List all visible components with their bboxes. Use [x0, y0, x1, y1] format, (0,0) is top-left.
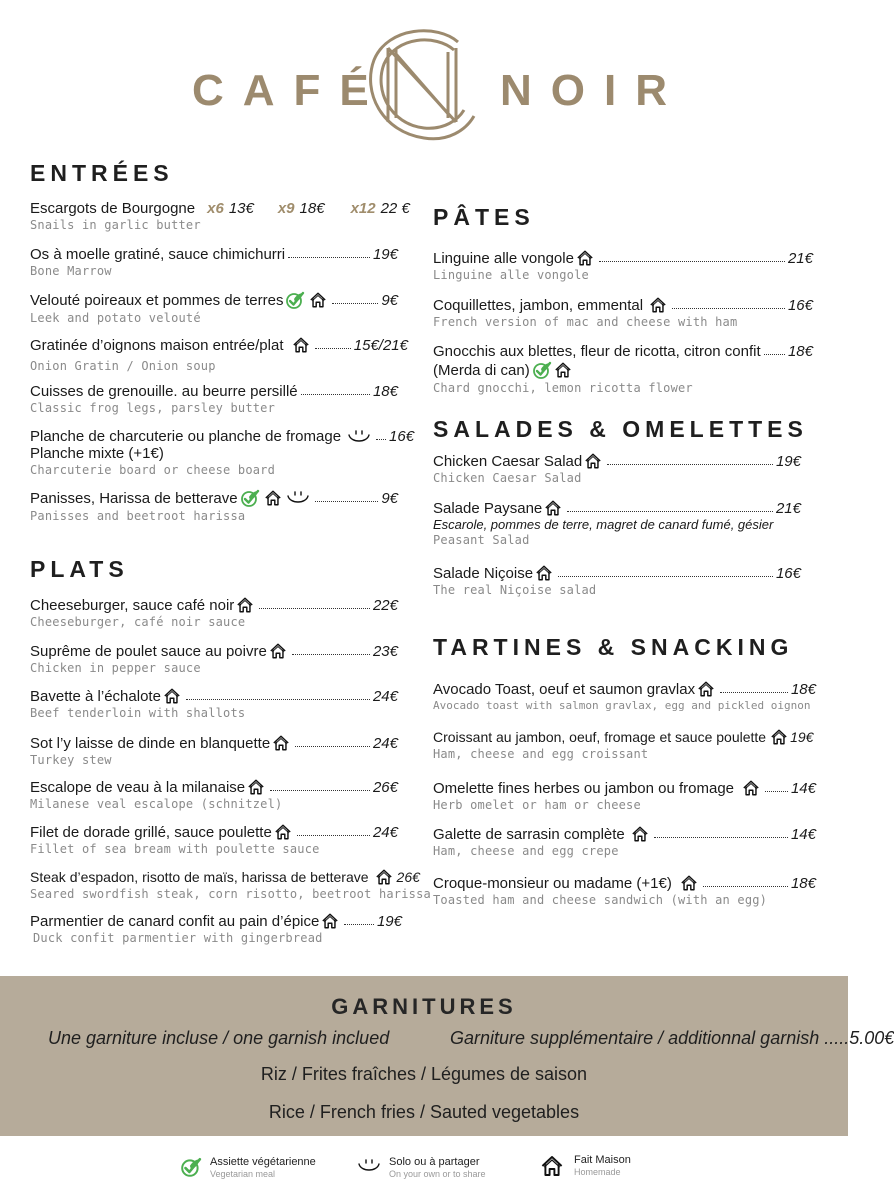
- smile-share-icon: [357, 1156, 381, 1176]
- price-9: 18€: [299, 200, 325, 217]
- item-english-name: Chard gnocchi, lemon ricotta flower: [433, 381, 693, 395]
- item-name: Filet de dorade grillé, sauce poulette: [30, 823, 272, 841]
- menu-item: [433, 499, 801, 547]
- brand-left-word: CAFÉ: [192, 66, 388, 115]
- dot-leader: [558, 566, 773, 577]
- dot-leader: [259, 598, 370, 609]
- legend-label: Fait Maison: [574, 1154, 631, 1166]
- homemade-house-icon: [584, 452, 602, 470]
- garnish-options-en: Rice / French fries / Sauted vegetables: [268, 1102, 580, 1122]
- item-price: 21€: [775, 499, 801, 517]
- homemade-house-icon: [375, 868, 393, 886]
- garnish-included-text: Une garniture incluse / one garnish inclued: [48, 1028, 390, 1048]
- item-english-name: The real Niçoise salad: [433, 583, 597, 597]
- item-english-name: Ham, cheese and egg croissant: [433, 747, 649, 761]
- dot-leader: [297, 825, 370, 836]
- menu-item: [433, 343, 813, 395]
- menu-item: [433, 452, 801, 485]
- item-price: 18€: [790, 874, 816, 892]
- cafe-noir-monogram-logo: [358, 20, 490, 150]
- menu-item: [30, 383, 398, 415]
- menu-item: [433, 874, 816, 907]
- menu-item: [433, 249, 813, 282]
- dot-leader: [288, 247, 370, 258]
- legend-label: Solo ou à partager: [389, 1156, 480, 1168]
- dot-leader: [607, 454, 773, 465]
- homemade-house-icon: [269, 642, 287, 660]
- item-english-name: Leek and potato velouté: [30, 311, 201, 325]
- menu-item: [30, 336, 408, 373]
- homemade-house-icon: [554, 361, 572, 379]
- homemade-house-icon: [697, 680, 715, 698]
- item-price: 21€: [787, 249, 813, 267]
- item-name: Omelette fines herbes ou jambon ou fromage: [433, 779, 735, 797]
- dot-leader: [672, 298, 785, 309]
- homemade-house-icon: [321, 912, 339, 930]
- price-12: 22 €: [380, 200, 410, 217]
- garnitures-band: [0, 976, 894, 1136]
- item-name: Panisses, Harissa de betterave: [30, 489, 238, 507]
- homemade-house-icon: [535, 564, 553, 582]
- dot-leader: [344, 914, 374, 925]
- menu-item: [30, 912, 402, 945]
- legend-label: Assiette végétarienne: [210, 1156, 316, 1168]
- item-price: 14€: [790, 825, 816, 843]
- menu-item: [30, 687, 398, 720]
- section-title-salades: SALADES & OMELETTES: [433, 416, 808, 442]
- item-english-name: Snails in garlic butter: [30, 218, 201, 232]
- item-name: Parmentier de canard confit au pain d’épice: [30, 912, 320, 930]
- dot-leader: [295, 736, 370, 747]
- item-english-name: Chicken in pepper sauce: [30, 661, 201, 675]
- menu-item: [30, 428, 415, 477]
- item-name: Salade Paysane: [433, 499, 543, 517]
- homemade-house-icon: [264, 489, 282, 507]
- item-name: Cuisses de grenouille. au beurre persillé: [30, 383, 298, 400]
- dot-leader: [654, 827, 788, 838]
- item-name: Bavette à l’échalote: [30, 687, 161, 705]
- homemade-house-icon: [544, 499, 562, 517]
- item-english-name: Milanese veal escalope (schnitzel): [30, 797, 283, 811]
- menu-item: [433, 779, 816, 812]
- item-price: 26€: [396, 869, 420, 885]
- dot-leader: [301, 384, 370, 395]
- item-price: 18€: [787, 343, 813, 360]
- item-price: 24€: [372, 734, 398, 752]
- item-price: 15€/21€: [353, 336, 408, 354]
- multiplier-6: x6: [207, 200, 224, 217]
- menu-item-escargots: [30, 200, 410, 232]
- item-name: Gratinée d’oignons maison entrée/plat: [30, 336, 284, 354]
- item-price: 24€: [372, 687, 398, 705]
- dot-leader: [765, 781, 788, 792]
- item-english-name: Seared swordfish steak, corn risotto, beetroot harissa: [30, 887, 431, 901]
- garnish-options-fr: Riz / Frites fraîches / Légumes de saison: [260, 1064, 588, 1084]
- item-name: Coquillettes, jambon, emmental: [433, 296, 644, 314]
- garnish-extra-text: Garniture supplémentaire / additionnal garnish .....5.00€: [450, 1028, 894, 1048]
- menu-item: [433, 728, 823, 761]
- dot-leader: [315, 491, 379, 502]
- menu-item: [433, 825, 816, 858]
- legend-share: [357, 1156, 486, 1180]
- dot-leader: [186, 689, 370, 700]
- homemade-house-icon: [680, 874, 698, 892]
- menu-item: [30, 246, 398, 278]
- item-name-line2: (Merda di can): [433, 361, 530, 379]
- item-name: Cheeseburger, sauce café noir: [30, 596, 235, 614]
- item-english-name: Classic frog legs, parsley butter: [30, 401, 276, 415]
- homemade-house-icon: [649, 296, 667, 314]
- item-price: 19€: [775, 452, 801, 470]
- item-price: 16€: [775, 564, 801, 582]
- item-name: Croque-monsieur ou madame (+1€): [433, 874, 672, 892]
- homemade-house-icon: [247, 778, 265, 796]
- section-title-plats: PLATS: [30, 556, 129, 582]
- menu-item: [30, 596, 398, 629]
- homemade-house-icon: [236, 596, 254, 614]
- item-price: 26€: [372, 778, 398, 796]
- multiplier-9: x9: [277, 200, 295, 217]
- legend-homemade: [540, 1154, 631, 1178]
- item-price: 22€: [372, 596, 398, 614]
- item-name: Salade Niçoise: [433, 564, 534, 582]
- dot-leader: [315, 338, 351, 349]
- item-english-name: Toasted ham and cheese sandwich (with an egg): [433, 893, 768, 907]
- item-english-name: Duck confit parmentier with gingerbread: [33, 931, 323, 945]
- item-name: Linguine alle vongole: [433, 249, 574, 267]
- homemade-house-icon: [742, 779, 760, 797]
- menu-item: [433, 564, 801, 597]
- item-english-name: Panisses and beetroot harissa: [30, 509, 246, 523]
- menu-item: [30, 868, 431, 901]
- homemade-house-icon: [631, 825, 649, 843]
- menu-item: [30, 778, 398, 811]
- homemade-house-icon: [292, 336, 310, 354]
- item-name: Os à moelle gratiné, sauce chimichurri: [30, 246, 286, 263]
- item-price: 19€: [372, 246, 398, 263]
- item-price: 9€: [381, 291, 398, 309]
- item-name: Chicken Caesar Salad: [433, 452, 583, 470]
- item-name: Steak d’espadon, risotto de maïs, harissa de betterave: [30, 869, 369, 885]
- item-price: 19€: [376, 912, 402, 930]
- item-name: Suprême de poulet sauce au poivre: [30, 642, 267, 660]
- menu-item: [30, 823, 398, 856]
- menu-item: [433, 296, 813, 329]
- item-name: Croissant au jambon, oeuf, fromage et sauce poulette: [433, 729, 767, 745]
- vegetarian-leaf-icon: [180, 1156, 202, 1178]
- menu-item: [30, 642, 398, 675]
- homemade-house-icon: [274, 823, 292, 841]
- item-english-name: Ham, cheese and egg crepe: [433, 844, 619, 858]
- dot-leader: [270, 780, 370, 791]
- dot-leader: [567, 501, 773, 512]
- homemade-house-icon: [540, 1154, 564, 1178]
- section-title-entrees: ENTRÉES: [30, 160, 174, 186]
- item-price: 18€: [790, 680, 816, 698]
- item-name: Escargots de Bourgogne: [30, 200, 196, 217]
- item-price: 14€: [790, 779, 816, 797]
- item-price: 23€: [372, 642, 398, 660]
- item-english-name: Avocado toast with salmon gravlax, egg and pickled oignon: [433, 699, 811, 712]
- smile-share-icon: [286, 490, 310, 506]
- menu-item: [30, 734, 398, 767]
- item-english-name: Herb omelet or ham or cheese: [433, 798, 641, 812]
- item-english-name: French version of mac and cheese with ham: [433, 315, 738, 329]
- dot-leader: [332, 293, 378, 304]
- smile-share-icon: [347, 429, 371, 445]
- item-english-name: Fillet of sea bream with poulette sauce: [30, 842, 320, 856]
- legend-vegetarian: [180, 1156, 316, 1180]
- item-english-name: Beef tenderloin with shallots: [30, 706, 246, 720]
- homemade-house-icon: [576, 249, 594, 267]
- dot-leader: [764, 344, 785, 355]
- dot-leader: [720, 682, 788, 693]
- vegetarian-leaf-icon: [285, 290, 305, 310]
- menu-item: [30, 290, 398, 325]
- homemade-house-icon: [309, 291, 327, 309]
- item-name: Escalope de veau à la milanaise: [30, 778, 246, 796]
- item-english-name: Bone Marrow: [30, 264, 112, 278]
- item-english-name: Onion Gratin / Onion soup: [30, 359, 216, 373]
- homemade-house-icon: [770, 728, 788, 746]
- dot-leader: [292, 644, 370, 655]
- legend-sublabel: Vegetarian meal: [210, 1169, 276, 1179]
- homemade-house-icon: [163, 687, 181, 705]
- item-description: Escarole, pommes de terre, magret de canard fumé, gésier: [433, 517, 774, 532]
- price-6: 13€: [228, 200, 254, 217]
- item-price: 16€: [787, 296, 813, 314]
- item-english-name: Turkey stew: [30, 753, 112, 767]
- multiplier-12: x12: [350, 200, 376, 217]
- menu-item: [30, 488, 398, 523]
- legend-sublabel: Homemade: [574, 1167, 621, 1177]
- item-price: 18€: [372, 383, 398, 400]
- section-title-pates: PÂTES: [433, 204, 535, 230]
- item-english-name: Linguine alle vongole: [433, 268, 589, 282]
- item-price: 16€: [389, 428, 415, 445]
- item-name: Avocado Toast, oeuf et saumon gravlax: [433, 680, 696, 698]
- homemade-house-icon: [272, 734, 290, 752]
- garnitures-title: GARNITURES: [331, 994, 517, 1019]
- item-name: Galette de sarrasin complète: [433, 825, 625, 843]
- item-name-line2: Planche mixte (+1€): [30, 445, 164, 462]
- item-name: Velouté poireaux et pommes de terres: [30, 291, 284, 309]
- dot-leader: [376, 429, 386, 440]
- item-english-name: Peasant Salad: [433, 533, 530, 547]
- item-english-name: Cheeseburger, café noir sauce: [30, 615, 246, 629]
- brand-right-word: NOIR: [500, 66, 686, 115]
- item-price: 24€: [372, 823, 398, 841]
- vegetarian-leaf-icon: [532, 360, 552, 380]
- item-price: 19€: [790, 729, 814, 745]
- legend-sublabel: On your own or to share: [389, 1169, 486, 1179]
- item-name: Planche de charcuterie ou planche de fromage: [30, 428, 342, 445]
- item-name: Gnocchis aux blettes, fleur de ricotta, citron confit: [433, 343, 761, 360]
- item-english-name: Charcuterie board or cheese board: [30, 463, 276, 477]
- section-title-tartines: TARTINES & SNACKING: [433, 634, 794, 660]
- item-price: 9€: [381, 489, 398, 507]
- vegetarian-leaf-icon: [240, 488, 260, 508]
- item-english-name: Chicken Caesar Salad: [433, 471, 582, 485]
- item-name: Sot l’y laisse de dinde en blanquette: [30, 734, 271, 752]
- dot-leader: [599, 251, 785, 262]
- dot-leader: [703, 876, 788, 887]
- menu-item: [433, 680, 816, 712]
